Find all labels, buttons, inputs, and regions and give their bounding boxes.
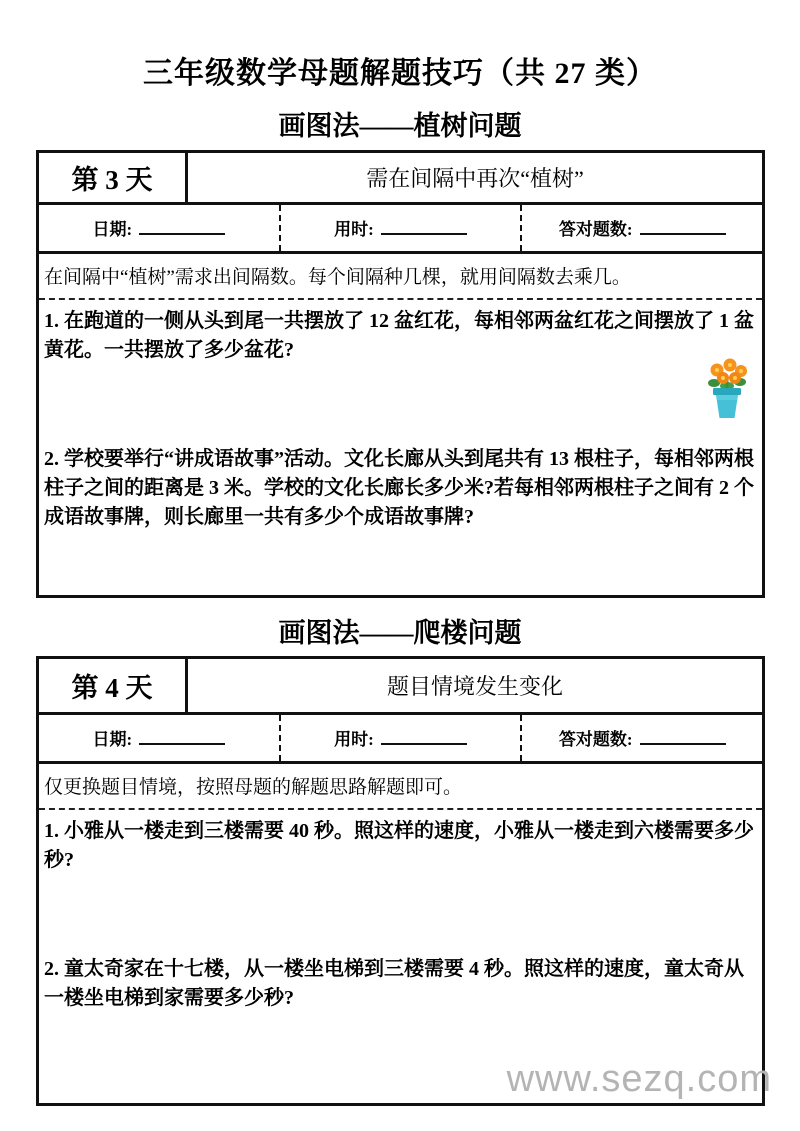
section-1-subtitle: 画图法——植树问题 — [278, 111, 522, 141]
problem-1: 1. 在跑道的一侧从头到尾一共摆放了 12 盆红花，每相邻两盆红花之间摆放了 1 盆黄花。一共摆放了多少盆花? — [44, 310, 754, 361]
header-row — [39, 659, 762, 715]
day-cell: 第 3 天 — [39, 153, 188, 202]
section-2-subtitle: 画图法——爬楼问题 — [278, 618, 522, 648]
score-field — [522, 205, 762, 251]
watermark: www.sezq.com — [506, 1058, 772, 1100]
score-field — [522, 715, 762, 761]
page-title: 三年级数学母题解题技巧（共 27 类） — [143, 57, 657, 90]
fields-row — [39, 715, 762, 764]
date-label: 日期: — [92, 220, 133, 239]
score-label: 答对题数: — [558, 730, 633, 749]
date-blank-line — [139, 220, 225, 235]
flower-pot-icon — [704, 358, 750, 420]
worksheet-table-day4 — [36, 656, 765, 1106]
date-blank-line — [139, 730, 225, 745]
time-blank-line — [381, 730, 467, 745]
score-blank-line — [640, 220, 726, 235]
topic-cell: 需在间隔中再次“植树” — [366, 166, 584, 191]
day-cell: 第 4 天 — [39, 659, 188, 712]
tip-row: 仅更换题目情境，按照母题的解题思路解题即可。 — [39, 764, 762, 810]
problem-2: 2. 童太奇家在十七楼，从一楼坐电梯到三楼需要 4 秒。照这样的速度，童太奇从一楼坐电梯到家需要多少秒? — [44, 958, 744, 1009]
header-row — [39, 153, 762, 205]
time-field — [279, 715, 523, 761]
time-blank-line — [381, 220, 467, 235]
time-label: 用时: — [334, 220, 374, 239]
problems-area — [39, 300, 762, 595]
topic-cell: 题目情境发生变化 — [386, 674, 563, 699]
date-field — [39, 715, 279, 761]
fields-row — [39, 205, 762, 254]
worksheet-table-day3 — [36, 150, 765, 598]
time-field — [279, 205, 523, 251]
score-label: 答对题数: — [558, 220, 633, 239]
problem-1: 1. 小雅从一楼走到三楼需要 40 秒。照这样的速度，小雅从一楼走到六楼需要多少秒? — [44, 820, 754, 871]
date-label: 日期: — [92, 730, 133, 749]
time-label: 用时: — [334, 730, 374, 749]
date-field — [39, 205, 279, 251]
problem-2: 2. 学校要举行“讲成语故事”活动。文化长廊从头到尾共有 13 根柱子，每相邻两根柱子之间的距离是 3 米。学校的文化长廊长多少米?若每相邻两根柱子之间有 2 个成语故事牌，则长廊里一共有多少个成语故事牌? — [44, 448, 754, 528]
tip-row: 在间隔中“植树”需求出间隔数。每个间隔种几棵，就用间隔数去乘几。 — [39, 254, 762, 300]
score-blank-line — [640, 730, 726, 745]
